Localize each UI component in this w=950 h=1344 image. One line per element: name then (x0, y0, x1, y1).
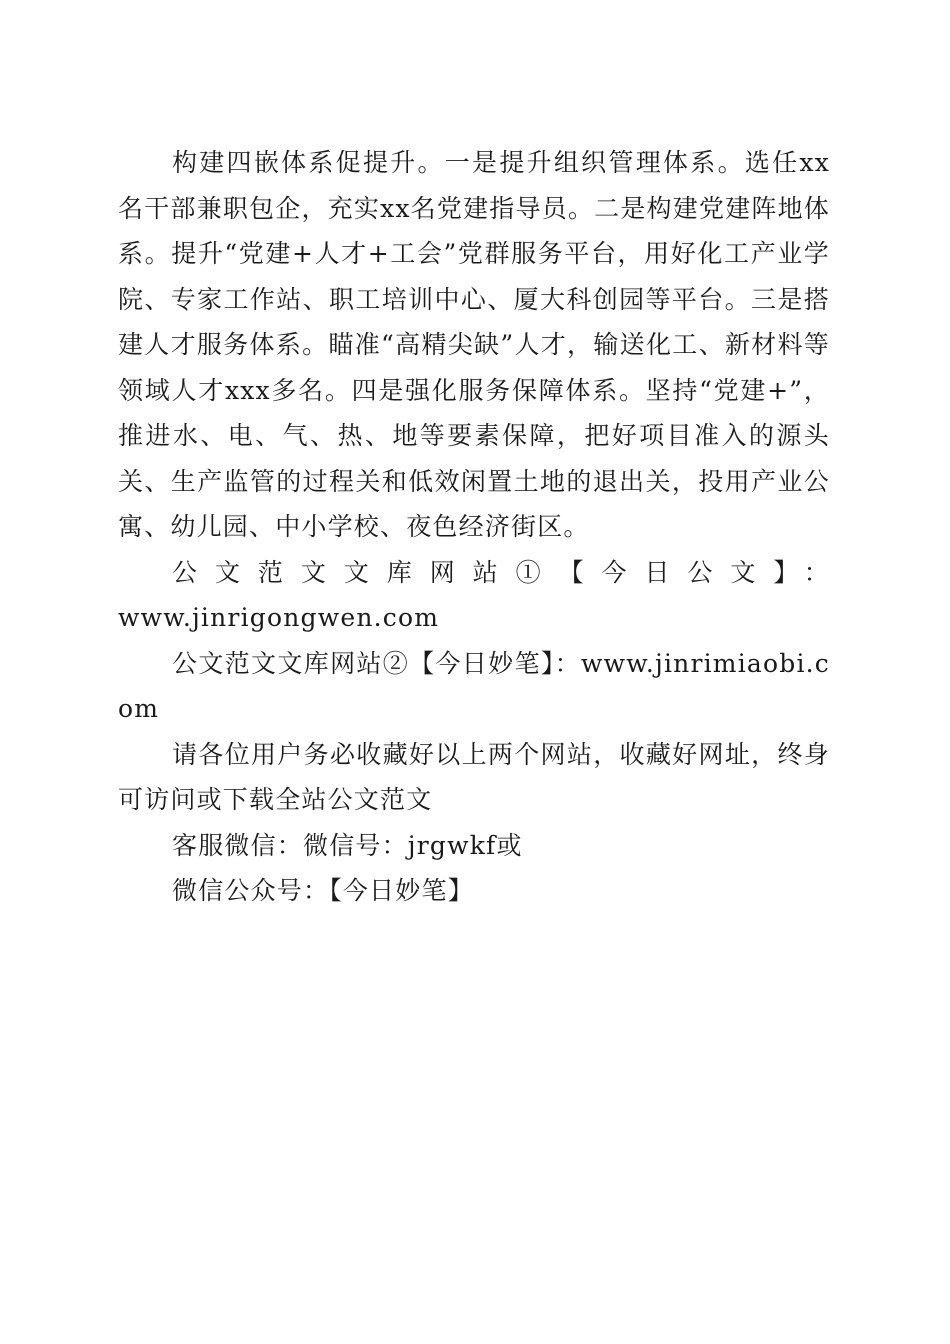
document-content (118, 140, 830, 914)
service-wechat: 客服微信：微信号：jrgwkf或 (172, 830, 523, 860)
site1-label: 公文范文文库网站①【今日公文】： (172, 557, 830, 587)
body-paragraph: 构建四嵌体系促提升。一是提升组织管理体系。选任xx名干部兼职包企，充实xx名党建指导员。二是构建党建阵地体系。提升“党建+人才+工会”党群服务平台，用好化工产业学院、专家工作站、职工培训中心、厦大科创园等平台。三是搭建人才服务体系。瞄准“高精尖缺”人才，输送化工、新材料等领域人才xxx多名。四是强化服务保障体系。坚持“党建+”，推进水、电、气、热、地等要素保障，把好项目准入的源头关、生产监管的过程关和低效闲置土地的退出关，投用产业公寓、幼儿园、中小学校、夜色经济街区。 (118, 148, 830, 541)
notice-paragraph: 请各位用户务必收藏好以上两个网站，收藏好网址，终身可访问或下载全站公文范文 (118, 739, 830, 814)
site2-line[interactable]: 公文范文文库网站②【今日妙笔】：www.jinrimiaobi.com (118, 648, 830, 723)
public-account: 微信公众号：【今日妙笔】 (172, 876, 474, 905)
site1-url[interactable]: www.jinrigongwen.com (118, 603, 440, 632)
